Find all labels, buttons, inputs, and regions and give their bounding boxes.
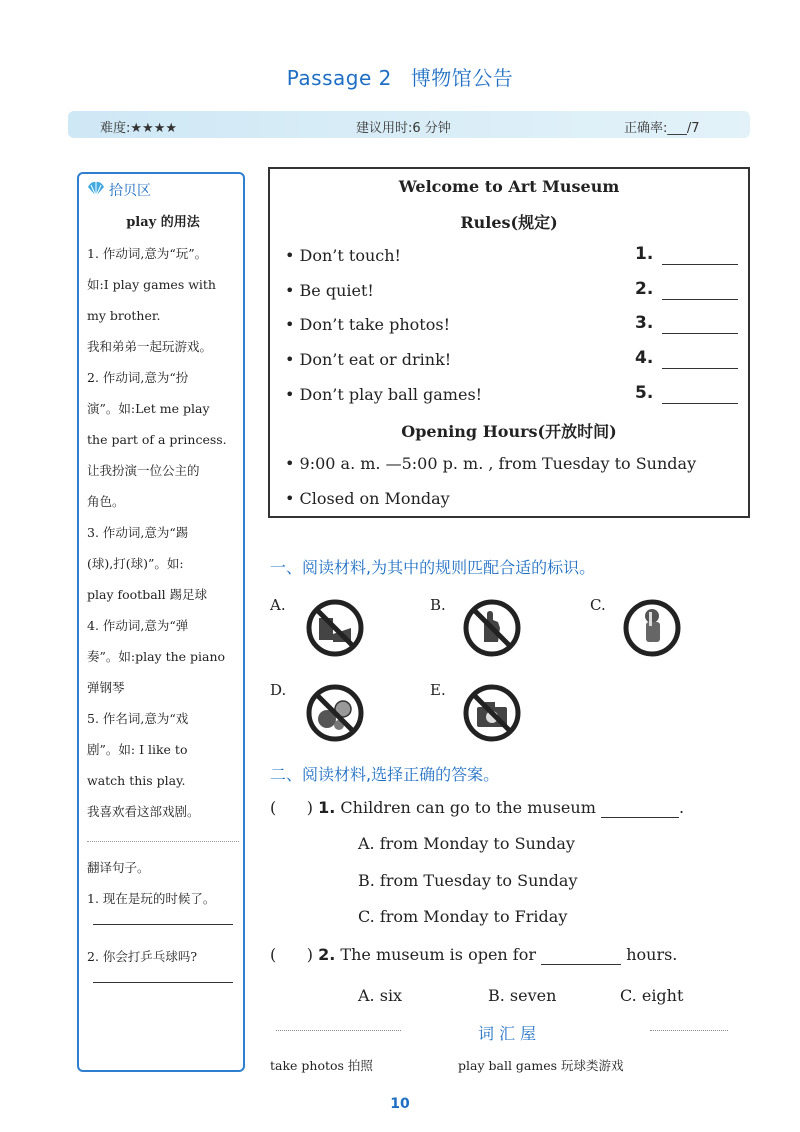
sidebar-line: 演”。如:Let me play: [87, 401, 210, 416]
option-label: A.: [270, 596, 286, 614]
accuracy-label: 正确率:___/7: [624, 121, 700, 136]
translate-item-2: 2. 你会打乒乓球吗?: [87, 949, 198, 964]
hours-line: • Closed on Monday: [285, 489, 450, 508]
option-label: D.: [270, 681, 287, 699]
choice[interactable]: A. from Monday to Sunday: [358, 834, 575, 853]
sidebar-line: 角色。: [87, 494, 125, 509]
notice-title: Welcome to Art Museum: [398, 177, 620, 196]
choice[interactable]: B. from Tuesday to Sunday: [358, 871, 578, 890]
rule-item: • Don’t play ball games!: [285, 385, 483, 404]
shell-icon: [87, 181, 105, 197]
passage-label: Passage 2: [286, 66, 392, 90]
rule-answer-blank[interactable]: [662, 333, 738, 334]
question-number: 2.: [318, 945, 336, 964]
choice[interactable]: A. six: [358, 986, 403, 1005]
no-touching-icon[interactable]: [462, 598, 522, 658]
sidebar-line: 我喜欢看这部戏剧。: [87, 804, 200, 819]
option-label: E.: [430, 681, 446, 699]
sidebar-header: [87, 176, 239, 207]
sidebar-line: 4. 作动词,意为“弹: [87, 618, 189, 633]
section2-title: 二、阅读材料,选择正确的答案。: [270, 765, 500, 784]
sidebar-subtitle: play 的用法: [126, 215, 200, 230]
rule-number: 4.: [635, 348, 654, 368]
choice[interactable]: B. seven: [488, 986, 557, 1005]
rule-item: • Don’t touch!: [285, 246, 401, 265]
info-bar: [68, 111, 750, 138]
rule-number: 1.: [635, 244, 654, 264]
rule-number: 5.: [635, 383, 654, 403]
question-end: hours.: [626, 945, 678, 964]
question-1: [270, 798, 684, 818]
sidebar-line: 我和弟弟一起玩游戏。: [87, 339, 213, 354]
translate-item-1: 1. 现在是玩的时候了。: [87, 891, 216, 906]
divider: [87, 841, 239, 842]
sidebar-line: 3. 作动词,意为“踢: [87, 525, 189, 540]
no-food-drink-icon[interactable]: [305, 598, 365, 658]
translate-title: 翻译句子。: [87, 860, 150, 875]
sidebar-line: the part of a princess.: [87, 432, 227, 447]
answer-paren[interactable]: ( ): [270, 798, 313, 817]
option-label: C.: [590, 596, 606, 614]
vocab-item: take photos 拍照: [270, 1058, 373, 1073]
rule-number: 3.: [635, 313, 654, 333]
page-title: [0, 62, 800, 91]
no-photos-icon[interactable]: [462, 683, 522, 743]
option-label: B.: [430, 596, 446, 614]
answer-line-2[interactable]: [93, 972, 233, 983]
rule-item: • Don’t take photos!: [285, 315, 450, 334]
rule-answer-blank[interactable]: [662, 403, 738, 404]
sidebar-line: watch this play.: [87, 773, 186, 788]
page-number: 10: [390, 1096, 410, 1112]
question-text: Children can go to the museum: [340, 798, 596, 817]
sidebar-line: 2. 作动词,意为“扮: [87, 370, 189, 385]
suggested-time: 建议用时:6 分钟: [356, 121, 451, 136]
rule-answer-blank[interactable]: [662, 299, 738, 300]
section1-title: 一、阅读材料,为其中的规则匹配合适的标识。: [270, 558, 596, 577]
passage-topic: 博物馆公告: [410, 66, 514, 90]
choice[interactable]: C. from Monday to Friday: [358, 907, 568, 926]
question-blank[interactable]: [601, 798, 679, 818]
museum-notice: [268, 167, 750, 518]
vocab-divider-left: [276, 1030, 401, 1031]
rule-item: • Don’t eat or drink!: [285, 350, 452, 369]
rule-answer-blank[interactable]: [662, 264, 738, 265]
hours-title: Opening Hours(开放时间): [401, 422, 617, 441]
vocab-divider-right: [650, 1030, 728, 1031]
sidebar-line: 奏”。如:play the piano: [87, 649, 226, 664]
sidebar-line: 弹钢琴: [87, 680, 125, 695]
vocab-title: 词 汇 屋: [478, 1024, 537, 1043]
rules-title: Rules(规定): [460, 213, 558, 232]
sidebar-line: (球),打(球)”。如:: [87, 556, 184, 571]
rule-answer-blank[interactable]: [662, 368, 738, 369]
answer-line-1[interactable]: [93, 914, 233, 925]
question-2: [270, 945, 677, 965]
question-blank[interactable]: [541, 945, 621, 965]
sidebar-line: 如:I play games with: [87, 277, 216, 292]
question-end: .: [678, 798, 685, 817]
answer-paren[interactable]: ( ): [270, 945, 313, 964]
difficulty-label: 难度:★★★★: [100, 121, 177, 136]
question-text: The museum is open for: [340, 945, 537, 964]
sidebar-line: 5. 作名词,意为“戏: [87, 711, 189, 726]
sidebar-line: my brother.: [87, 308, 161, 323]
sidebar-line: 剧”。如: I like to: [87, 742, 188, 757]
sidebar-line: play football 踢足球: [87, 587, 208, 602]
sidebar-lines: [87, 238, 239, 827]
sidebar-tip-box: [77, 172, 245, 1072]
rule-number: 2.: [635, 279, 654, 299]
rule-item: • Be quiet!: [285, 281, 374, 300]
sidebar-line: 让我扮演一位公主的: [87, 463, 200, 478]
question-number: 1.: [318, 798, 336, 817]
sidebar-header-text: 拾贝区: [109, 183, 151, 199]
vocab-item: play ball games 玩球类游戏: [458, 1058, 624, 1073]
sidebar-line: 1. 作动词,意为“玩”。: [87, 246, 208, 261]
no-ball-games-icon[interactable]: [305, 683, 365, 743]
hours-line: • 9:00 a. m. —5:00 p. m. , from Tuesday to Sunday: [285, 454, 697, 473]
choice[interactable]: C. eight: [620, 986, 684, 1005]
quiet-please-icon[interactable]: [622, 598, 682, 658]
